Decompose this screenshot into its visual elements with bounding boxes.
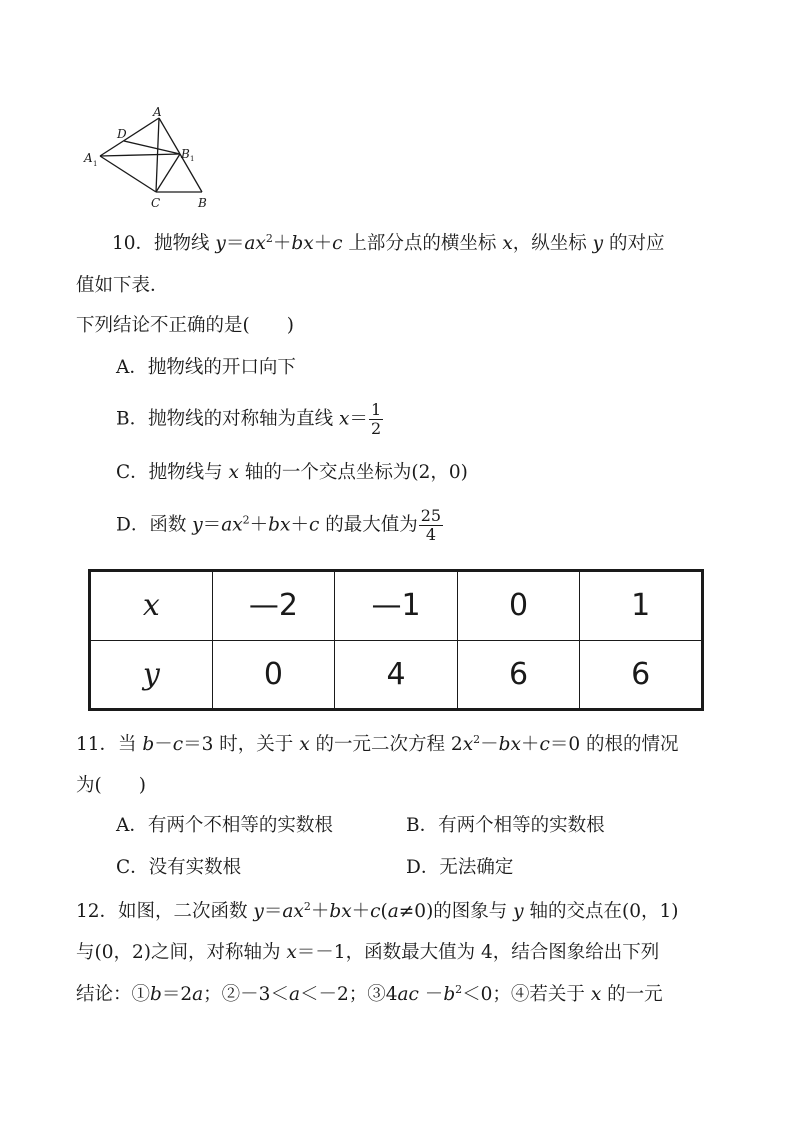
table-row <box>90 640 703 710</box>
table-cell: x <box>90 571 213 641</box>
xy-value-table <box>88 569 704 711</box>
fraction-one-half: $\frac{1}{2}$ <box>370 400 382 438</box>
q11-option-a: A．有两个不相等的实数根 <box>116 815 333 836</box>
triangle-diagram <box>82 104 218 212</box>
label-A1-sub: 1 <box>93 160 98 168</box>
triangle-figure <box>82 104 218 212</box>
table-cell: 1 <box>580 571 703 641</box>
label-A: A <box>153 105 162 119</box>
q10-option-d: D．函数 $y=ax^2+bx+c$ 的最大值为 $\frac{25}{4}$ <box>116 506 442 544</box>
q10-stem-line2: 值如下表． <box>76 275 169 296</box>
q11-option-d: D．无法确定 <box>406 857 514 878</box>
fraction-25-over-4: $\frac{25}{4}$ <box>420 506 442 544</box>
q10-option-b: B．抛物线的对称轴为直线 x＝ $\frac{1}{2}$ <box>116 400 382 438</box>
table-cell: —2 <box>212 571 335 641</box>
table-cell: 6 <box>580 640 703 710</box>
table-cell: y <box>90 640 213 710</box>
q11-option-b: B．有两个相等的实数根 <box>406 815 605 836</box>
label-B1-sub: 1 <box>190 155 195 163</box>
label-B: B <box>198 196 207 210</box>
q11-option-c: C．没有实数根 <box>116 857 242 878</box>
q11-stem-line1: 11．当 b－c＝3 时，关于 x 的一元二次方程 $2x^2-bx+c=0$ 的根的情况 <box>76 733 679 755</box>
q10-stem-line1: 10．抛物线 $y=ax^2+bx+c$ 上部分点的横坐标 x，纵坐标 y 的对应 <box>112 232 665 254</box>
label-B1: B <box>181 147 190 161</box>
label-C: C <box>151 196 161 210</box>
q12-stem-line2: 与(0，2)之间，对称轴为 x＝－1，函数最大值为 4，结合图象给出下列 <box>76 942 660 963</box>
table-cell: 0 <box>457 571 580 641</box>
label-D: D <box>117 127 127 141</box>
table-cell: 6 <box>457 640 580 710</box>
table-cell: —1 <box>335 571 458 641</box>
q12-stem-line1: 12．如图，二次函数 $y=ax^2+bx+c(a\ne 0)$的图象与 y 轴的交点在(0，1) <box>76 900 679 922</box>
q10-option-c: C．抛物线与 x 轴的一个交点坐标为(2，0) <box>116 462 468 483</box>
table-row <box>90 571 703 641</box>
table-cell: 0 <box>212 640 335 710</box>
q10-prompt: 下列结论不正确的是( ) <box>76 315 294 336</box>
q10-option-a: A．抛物线的开口向下 <box>116 357 296 378</box>
table-cell: 4 <box>335 640 458 710</box>
label-A1: A <box>84 151 93 165</box>
q12-stem-line3: 结论：①b＝2a；②－3＜a＜－2；③4ac $-b^2<0$；④若关于 x 的一元 <box>76 983 663 1005</box>
q11-stem-line2: 为( ) <box>76 775 146 796</box>
